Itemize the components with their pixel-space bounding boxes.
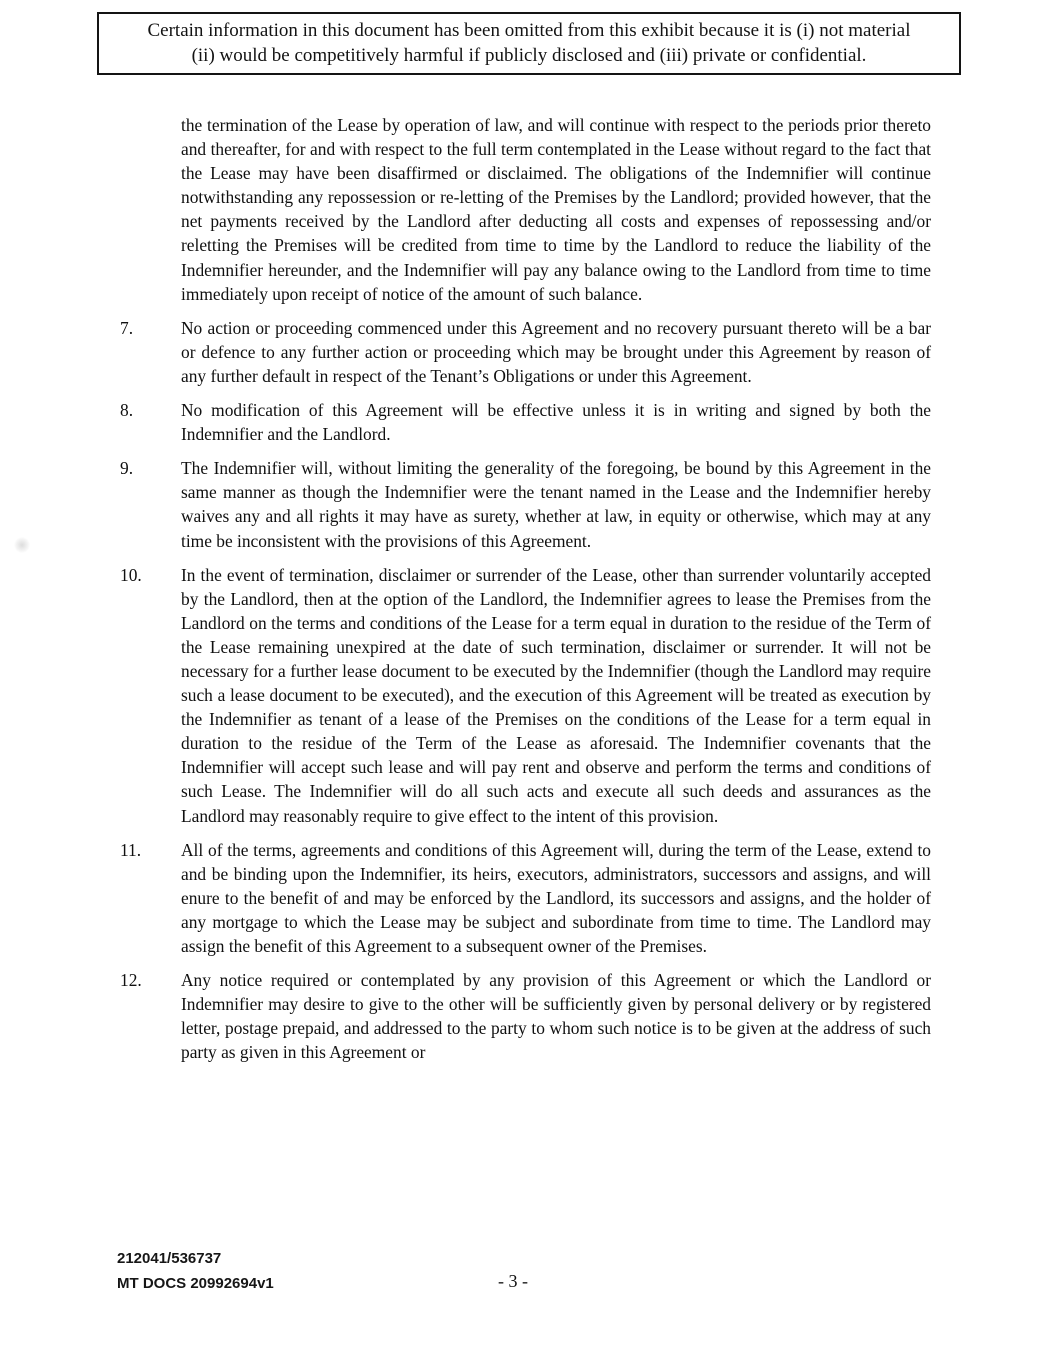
numbered-paragraph-9 <box>120 456 931 552</box>
page-number: - 3 - <box>498 1271 528 1291</box>
paragraph-text: In the event of termination, disclaimer or surrender of the Lease, other than surrender voluntarily accepted by the Landlord, then at the option of the Landlord, the Indemnifier agrees to lease the Premises from the Landlord on the terms and conditions of the Lease for a term equal in duration to the residue of the Term of the Lease remaining unexpired at the date of such termination, disclaimer or surrender. It will not be necessary for a further lease document to be executed by the Indemnifier (though the Landlord may require such a lease document to be executed), and the execution of this Agreement will be treated as execution by the Indemnifier as tenant of a lease of the Premises on the conditions of the Lease for a term equal in duration to the residue of the Term of the Lease as aforesaid. The Indemnifier covenants that the Indemnifier will accept such lease and will pay rent and observe and perform the terms and conditions of such Lease. The Indemnifier will do all such acts and execute all such deeds and assurances as the Landlord may reasonably require to give effect to the intent of this provision. <box>181 564 931 826</box>
paragraph-text: No action or proceeding commenced under this Agreement and no recovery pursuant thereto will be a bar or defence to any further action or proceeding which may be brought under this Agreement by reason of any further default in respect of the Tenant’s Obligations or under this Agreement. <box>181 317 931 386</box>
document-body <box>120 113 931 1074</box>
paragraph-text: All of the terms, agreements and conditions of this Agreement will, during the term of the Lease, extend to and be binding upon the Indemnifier, its heirs, executors, administrators, successors and assigns, and will enure to the benefit of and may be enforced by the Landlord, its successors and assigns, and the holder of any mortgage to which the Lease may be subject and subordinate from time to time. The Landlord may assign the benefit of this Agreement to a subsequent owner of the Premises. <box>181 839 931 956</box>
notice-line-2: (ii) would be competitively harmful if publicly disclosed and (iii) private or confidential. <box>191 45 867 66</box>
numbered-paragraph-8 <box>120 398 931 446</box>
paragraph-number: 11. <box>120 839 142 860</box>
scan-artifact <box>14 537 30 553</box>
paragraph-number: 8. <box>120 400 134 421</box>
numbered-paragraph-7 <box>120 316 931 388</box>
numbered-paragraph-10 <box>120 563 931 828</box>
paragraph-text: Any notice required or contemplated by any provision of this Agreement or which the Landlord or Indemnifier may desire to give to the other will be sufficiently given by personal delivery or by registered letter, postage prepaid, and addressed to the party to whom such notice is to be given at the address of such party as given in this Agreement or <box>181 970 931 1063</box>
paragraph-number: 10. <box>120 564 142 585</box>
paragraph-number: 12. <box>120 970 142 991</box>
numbered-paragraph-11 <box>120 838 931 958</box>
confidentiality-notice <box>97 12 961 75</box>
numbered-paragraph-12 <box>120 968 931 1064</box>
paragraph-number: 7. <box>120 317 134 338</box>
docket-number: 212041/536737 <box>117 1250 222 1267</box>
paragraph-text: No modification of this Agreement will be effective unless it is in writing and signed by both the Indemnifier and the Landlord. <box>181 400 931 445</box>
document-id: MT DOCS 20992694v1 <box>117 1275 274 1292</box>
paragraph-number: 9. <box>120 458 134 479</box>
notice-line-1: Certain information in this document has been omitted from this exhibit because it is (i) not material <box>147 20 911 41</box>
paragraph-text: The Indemnifier will, without limiting the generality of the foregoing, be bound by this Agreement in the same manner as though the Indemnifier were the tenant named in the Lease and the Indemnifier hereby waives any and all rights it may have as surety, whether at law, in equity or otherwise, which may at any time be inconsistent with the provisions of this Agreement. <box>181 458 931 551</box>
paragraph-continuation: the termination of the Lease by operation of law, and will continue with respect to the periods prior thereto and thereafter, for and with respect to the full term contemplated in the Lease without regard to the fact that the Lease may have been disaffirmed or disclaimed. The obligations of the Indemnifier will continue notwithstanding any repossession or re-letting of the Premises by the Landlord; provided however, that the net payments received by the Landlord after deducting all costs and expenses of repossessing and/or reletting the Premises will be credited from time to time by the Landlord to reduce the liability of the Indemnifier hereunder, and the Indemnifier will pay any balance owing to the Landlord from time to time immediately upon receipt of notice of the amount of such balance. <box>181 115 931 304</box>
